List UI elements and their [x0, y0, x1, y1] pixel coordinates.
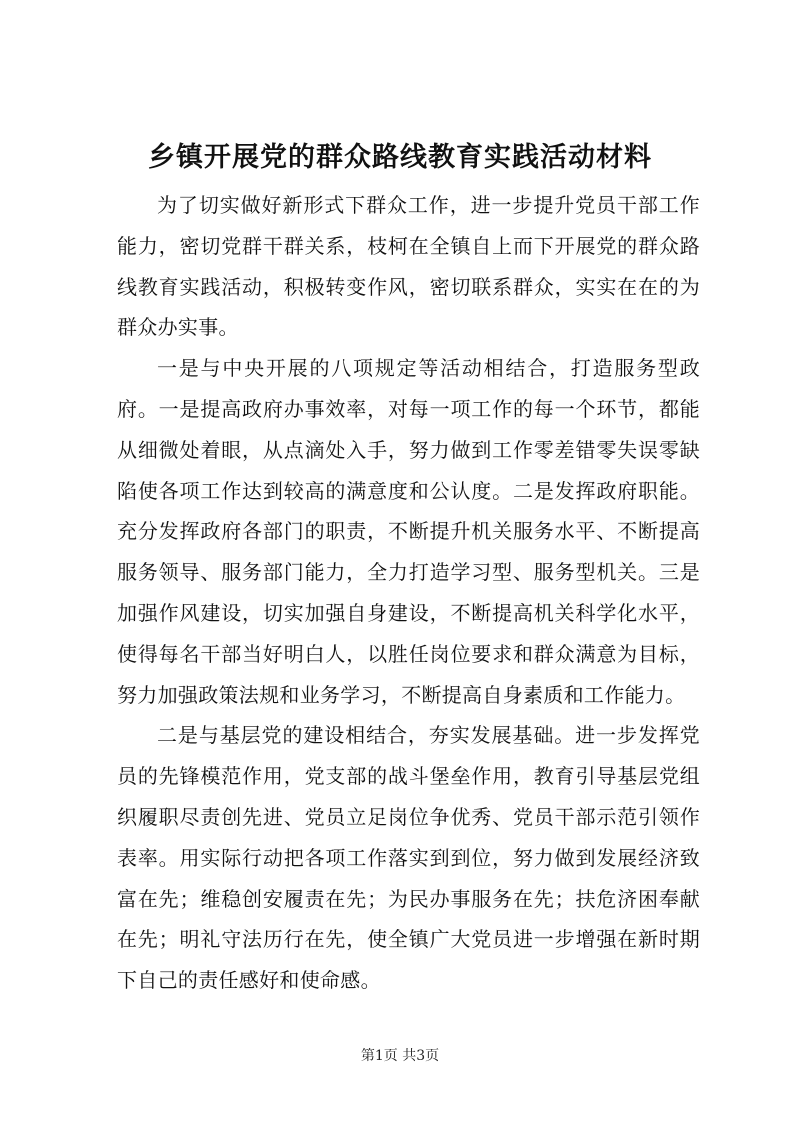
paragraph-first-point: 一是与中央开展的八项规定等活动相结合，打造服务型政府。一是提高政府办事效率，对每一项工作的每一个环节，都能从细微处着眼，从点滴处入手，努力做到工作零差错零失误零缺陷使各项工作达到较高的满意度和公认度。二是发挥政府职能。充分发挥政府各部门的职责，不断提升机关服务水平、不断提高服务领导、服务部门能力，全力打造学习型、服务型机关。三是加强作风建设，切实加强自身建设，不断提高机关科学化水平，使得每名干部当好明白人，以胜任岗位要求和群众满意为目标，努力加强政策法规和业务学习，不断提高自身素质和工作能力。: [117, 356, 700, 707]
paragraph-intro: 为了切实做好新形式下群众工作，进一步提升党员干部工作能力，密切党群干群关系，枝柯在全镇自上而下开展党的群众路线教育实践活动，积极转变作风，密切联系群众，实实在在的为群众办实事。: [117, 193, 700, 340]
page-number-footer: 第1页 共3页: [360, 1048, 440, 1064]
paragraph-second-point: 二是与基层党的建设相结合，夯实发展基础。进一步发挥党员的先锋模范作用，党支部的战斗堡垒作用，教育引导基层党组织履职尽责创先进、党员立足岗位争优秀、党员干部示范引领作表率。用实际行动把各项工作落实到到位，努力做到发展经济致富在先；维稳创安履责在先；为民办事服务在先；扶危济困奉献在先；明礼守法历行在先，使全镇广大党员进一步增强在新时期下自己的责任感好和使命感。: [117, 723, 700, 993]
document-body: [117, 185, 700, 1001]
document-title: 乡镇开展党的群众路线教育实践活动材料: [148, 142, 652, 173]
